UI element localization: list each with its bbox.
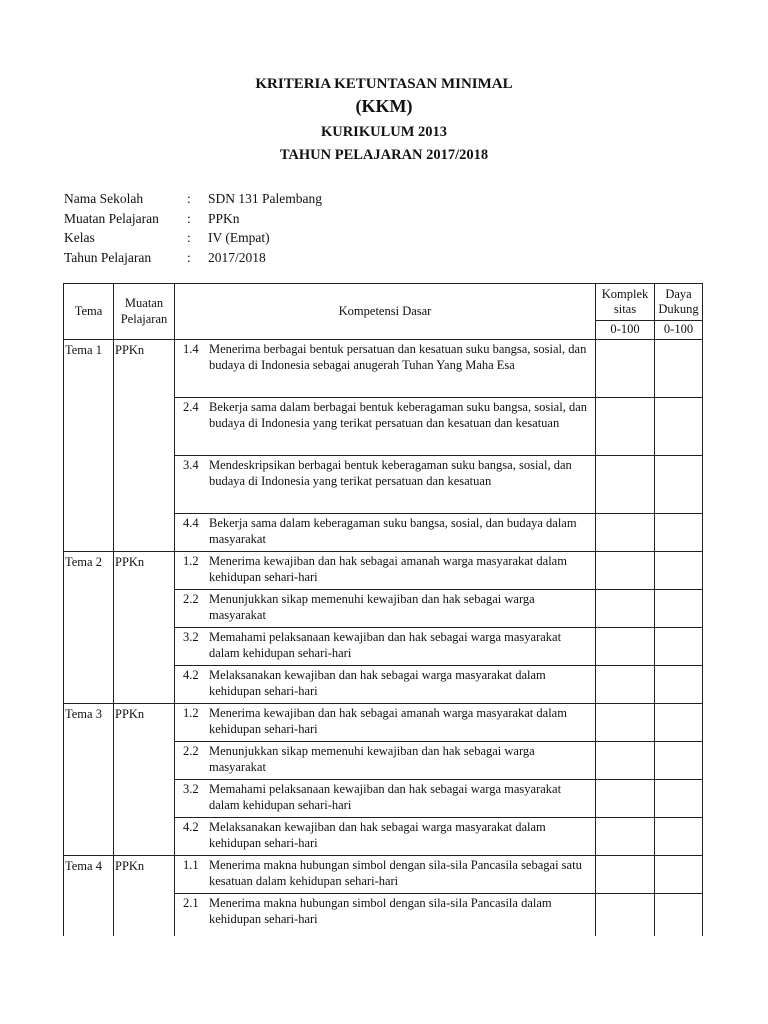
kompetensi-dasar-cell [175, 340, 596, 398]
kd-number: 4.4 [183, 516, 199, 530]
kompleksitas-cell [596, 590, 655, 628]
kompetensi-dasar-cell [175, 894, 596, 936]
daya-dukung-cell [655, 456, 703, 514]
kd-text: Melaksanakan kewajiban dan hak sebagai warga masyarakat dalam kehidupan sehari-hari [209, 820, 546, 850]
info-value: SDN 131 Palembang [208, 191, 322, 206]
daya-dukung-cell [655, 514, 703, 552]
tema-cell: Tema 2 [64, 552, 114, 704]
academic-year-title: TAHUN PELAJARAN 2017/2018 [279, 147, 489, 163]
kompleksitas-cell [596, 780, 655, 818]
header-muatan-pelajaran: Muatan Pelajaran [114, 284, 175, 340]
table-row [64, 856, 703, 894]
daya-dukung-cell [655, 780, 703, 818]
kd-number: 4.2 [183, 668, 199, 682]
info-label: Muatan Pelajaran [64, 210, 159, 226]
kd-text: Melaksanakan kewajiban dan hak sebagai warga masyarakat dalam kehidupan sehari-hari [209, 668, 546, 698]
kompetensi-dasar-cell [175, 398, 596, 456]
daya-dukung-cell [655, 818, 703, 856]
header-tema: Tema [64, 284, 114, 340]
kd-text: Menerima kewajiban dan hak sebagai amanah warga masyarakat dalam kehidupan sehari-hari [209, 554, 567, 584]
kd-text: Menunjukkan sikap memenuhi kewajiban dan hak sebagai warga masyarakat [209, 744, 535, 774]
kd-number: 4.2 [183, 820, 199, 834]
tema-cell: Tema 4 [64, 856, 114, 936]
daya-dukung-cell [655, 666, 703, 704]
kd-number: 2.2 [183, 592, 199, 606]
kompetensi-dasar-cell [175, 590, 596, 628]
kompleksitas-cell [596, 552, 655, 590]
kompetensi-dasar-cell [175, 742, 596, 780]
header-kompleksitas: Komplek sitas [596, 284, 655, 321]
daya-dukung-cell [655, 894, 703, 936]
document-title: KRITERIA KETUNTASAN MINIMAL [255, 76, 513, 92]
kompetensi-dasar-cell [175, 856, 596, 894]
kompleksitas-cell [596, 628, 655, 666]
daya-dukung-cell [655, 704, 703, 742]
kd-text: Bekerja sama dalam berbagai bentuk keberagaman suku bangsa, sosial, dan budaya di Indonesia yang terikat persatuan dan kesatuan dan kesatuan [209, 400, 587, 430]
header-kompetensi-dasar: Kompetensi Dasar [175, 284, 596, 340]
table-row [64, 340, 703, 398]
kompleksitas-cell [596, 742, 655, 780]
info-colon: : [187, 210, 191, 226]
kompetensi-dasar-cell [175, 628, 596, 666]
info-label: Nama Sekolah [64, 191, 144, 206]
kd-text: Memahami pelaksanaan kewajiban dan hak sebagai warga masyarakat dalam kehidupan sehari-hari [209, 630, 562, 660]
info-colon: : [187, 230, 191, 245]
range-daya-dukung: 0-100 [655, 321, 703, 340]
kompetensi-dasar-cell [175, 456, 596, 514]
info-value: PPKn [208, 210, 240, 226]
table-row [64, 552, 703, 590]
kompetensi-dasar-cell [175, 514, 596, 552]
daya-dukung-cell [655, 590, 703, 628]
table-row [64, 704, 703, 742]
kompetensi-dasar-cell [175, 780, 596, 818]
curriculum-title: KURIKULUM 2013 [320, 124, 448, 140]
kd-number: 2.4 [183, 400, 199, 414]
document-abbreviation: (KKM) [355, 96, 413, 116]
tema-cell: Tema 1 [64, 340, 114, 552]
kompleksitas-cell [596, 340, 655, 398]
daya-dukung-cell [655, 742, 703, 780]
kd-text: Bekerja sama dalam keberagaman suku bangsa, sosial, dan budaya dalam masyarakat [209, 516, 577, 546]
daya-dukung-cell [655, 398, 703, 456]
kompleksitas-cell [596, 398, 655, 456]
tema-cell: Tema 3 [64, 704, 114, 856]
info-colon: : [187, 191, 191, 206]
info-value: IV (Empat) [208, 230, 270, 245]
kompetensi-dasar-cell [175, 818, 596, 856]
range-kompleksitas: 0-100 [596, 321, 655, 340]
kd-text: Menerima makna hubungan simbol dengan sila-sila Pancasila dalam kehidupan sehari-hari [209, 896, 552, 926]
kd-text: Menerima makna hubungan simbol dengan sila-sila Pancasila sebagai satu kesatuan dalam kehidupan sehari-hari [209, 858, 582, 888]
kd-number: 3.2 [183, 782, 199, 796]
kd-number: 1.2 [183, 706, 199, 720]
kompleksitas-cell [596, 818, 655, 856]
kd-number: 1.1 [183, 858, 199, 872]
kkm-table-body [64, 340, 703, 936]
info-value: 2017/2018 [208, 249, 266, 265]
daya-dukung-cell [655, 628, 703, 666]
muatan-cell: PPKn [114, 704, 175, 856]
kompleksitas-cell [596, 514, 655, 552]
kompleksitas-cell [596, 894, 655, 936]
kompleksitas-cell [596, 456, 655, 514]
kd-text: Mendeskripsikan berbagai bentuk keberagaman suku bangsa, sosial, dan budaya di Indonesia yang terikat persatuan dan kesatuan [209, 458, 572, 488]
kd-number: 1.2 [183, 554, 199, 568]
kompleksitas-cell [596, 704, 655, 742]
kompetensi-dasar-cell [175, 704, 596, 742]
daya-dukung-cell [655, 552, 703, 590]
muatan-cell: PPKn [114, 856, 175, 936]
kd-text: Menerima berbagai bentuk persatuan dan kesatuan suku bangsa, sosial, dan budaya di Indonesia sebagai anugerah Tuhan Yang Maha Esa [209, 342, 587, 372]
kompleksitas-cell [596, 856, 655, 894]
kompetensi-dasar-cell [175, 666, 596, 704]
kd-number: 2.2 [183, 744, 199, 758]
info-label: Tahun Pelajaran [64, 249, 152, 265]
kkm-table [63, 283, 703, 936]
info-colon: : [187, 249, 191, 265]
muatan-cell: PPKn [114, 552, 175, 704]
muatan-cell: PPKn [114, 340, 175, 552]
kompetensi-dasar-cell [175, 552, 596, 590]
kd-number: 3.2 [183, 630, 199, 644]
kompleksitas-cell [596, 666, 655, 704]
daya-dukung-cell [655, 340, 703, 398]
kd-text: Menerima kewajiban dan hak sebagai amanah warga masyarakat dalam kehidupan sehari-hari [209, 706, 567, 736]
daya-dukung-cell [655, 856, 703, 894]
info-label: Kelas [64, 230, 95, 245]
kd-text: Memahami pelaksanaan kewajiban dan hak sebagai warga masyarakat dalam kehidupan sehari-hari [209, 782, 562, 812]
kd-number: 1.4 [183, 342, 199, 356]
kd-number: 2.1 [183, 896, 199, 910]
kd-number: 3.4 [183, 458, 199, 472]
header-daya-dukung: Daya Dukung [655, 284, 703, 321]
kd-text: Menunjukkan sikap memenuhi kewajiban dan hak sebagai warga masyarakat [209, 592, 535, 622]
